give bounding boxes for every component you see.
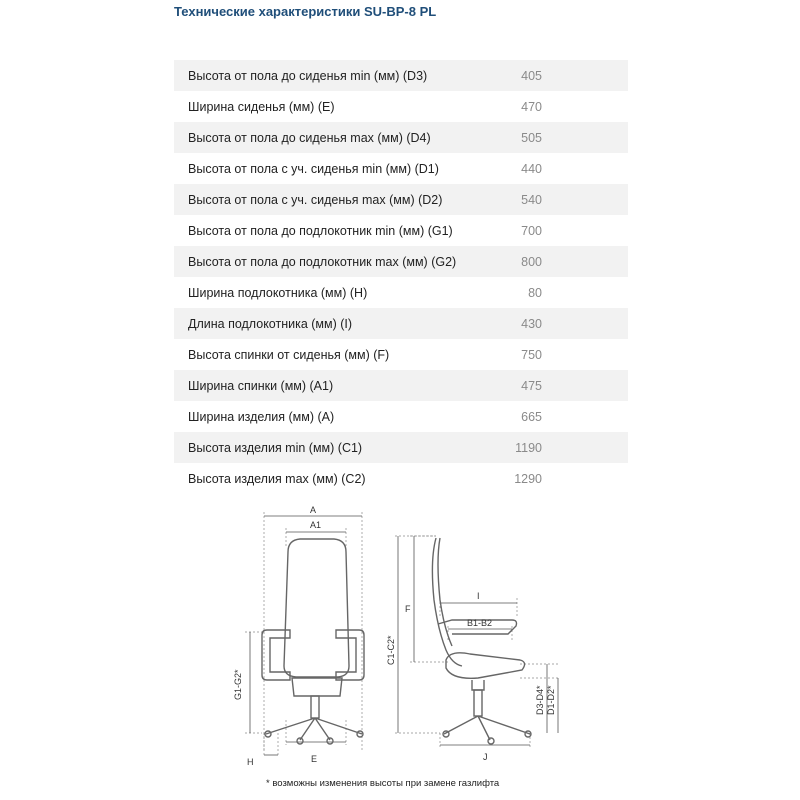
spec-label: Ширина сиденья (мм) (E)	[188, 99, 335, 114]
dim-label-f: F	[405, 604, 411, 614]
spec-value: 540	[521, 192, 542, 207]
spec-label: Ширина изделия (мм) (A)	[188, 409, 335, 424]
spec-value: 440	[521, 161, 542, 176]
spec-row	[174, 339, 628, 370]
spec-label: Высота от пола до подлокотник min (мм) (G1)	[188, 223, 453, 238]
page-title: Технические характеристики SU-BP-8 PL	[174, 4, 437, 19]
spec-label: Высота изделия max (мм) (C2)	[188, 471, 366, 486]
spec-row	[174, 401, 628, 432]
spec-value: 700	[521, 223, 542, 238]
dim-label-d34: D3-D4*	[535, 685, 545, 715]
spec-row	[174, 370, 628, 401]
side-chair	[432, 538, 531, 744]
spec-row	[174, 60, 628, 91]
dim-label-e: E	[311, 754, 318, 764]
spec-row	[174, 215, 628, 246]
spec-label: Ширина спинки (мм) (A1)	[188, 378, 334, 393]
spec-value: 800	[521, 254, 542, 269]
spec-label: Высота от пола с уч. сиденья max (мм) (D2)	[188, 192, 443, 207]
dim-label-a: A	[310, 505, 317, 515]
dim-label-b: B1-B2	[467, 618, 493, 628]
spec-row	[174, 463, 628, 494]
spec-label: Высота изделия min (мм) (C1)	[188, 440, 363, 455]
spec-label: Ширина подлокотника (мм) (H)	[188, 285, 368, 300]
spec-label: Длина подлокотника (мм) (I)	[188, 316, 353, 331]
spec-value: 430	[521, 316, 542, 331]
spec-value: 475	[521, 378, 542, 393]
spec-row	[174, 91, 628, 122]
dim-label-h: H	[247, 757, 254, 767]
spec-value: 1290	[514, 471, 542, 486]
spec-row	[174, 122, 628, 153]
front-chair	[262, 539, 364, 744]
dimension-labels	[233, 505, 556, 767]
footnote: * возможны изменения высоты при замене газлифта	[266, 778, 500, 789]
spec-row	[174, 184, 628, 215]
spec-row	[174, 432, 628, 463]
spec-label: Высота от пола до сиденья min (мм) (D3)	[188, 68, 428, 83]
dimension-guides	[245, 512, 560, 757]
spec-row	[174, 246, 628, 277]
spec-value: 505	[521, 130, 542, 145]
spec-label: Высота от пола с уч. сиденья min (мм) (D1)	[188, 161, 439, 176]
dim-label-a1: A1	[310, 520, 322, 530]
dim-label-i: I	[477, 591, 480, 601]
dim-label-j: J	[483, 752, 488, 762]
spec-value: 470	[521, 99, 542, 114]
spec-label: Высота от пола до подлокотник max (мм) (G2)	[188, 254, 457, 269]
dim-label-g: G1-G2*	[233, 669, 243, 700]
spec-value: 80	[528, 285, 542, 300]
dimension-lines	[250, 516, 558, 755]
spec-value: 750	[521, 347, 542, 362]
spec-value: 405	[521, 68, 542, 83]
spec-row	[174, 308, 628, 339]
spec-row	[174, 277, 628, 308]
dim-label-c: C1-C2*	[386, 635, 396, 665]
spec-row	[174, 153, 628, 184]
spec-label: Высота от пола до сиденья max (мм) (D4)	[188, 130, 431, 145]
dim-label-d12: D1-D2*	[546, 685, 556, 715]
spec-table	[174, 60, 628, 494]
spec-value: 1190	[515, 440, 542, 455]
spec-label: Высота спинки от сиденья (мм) (F)	[188, 347, 390, 362]
spec-value: 665	[521, 409, 542, 424]
